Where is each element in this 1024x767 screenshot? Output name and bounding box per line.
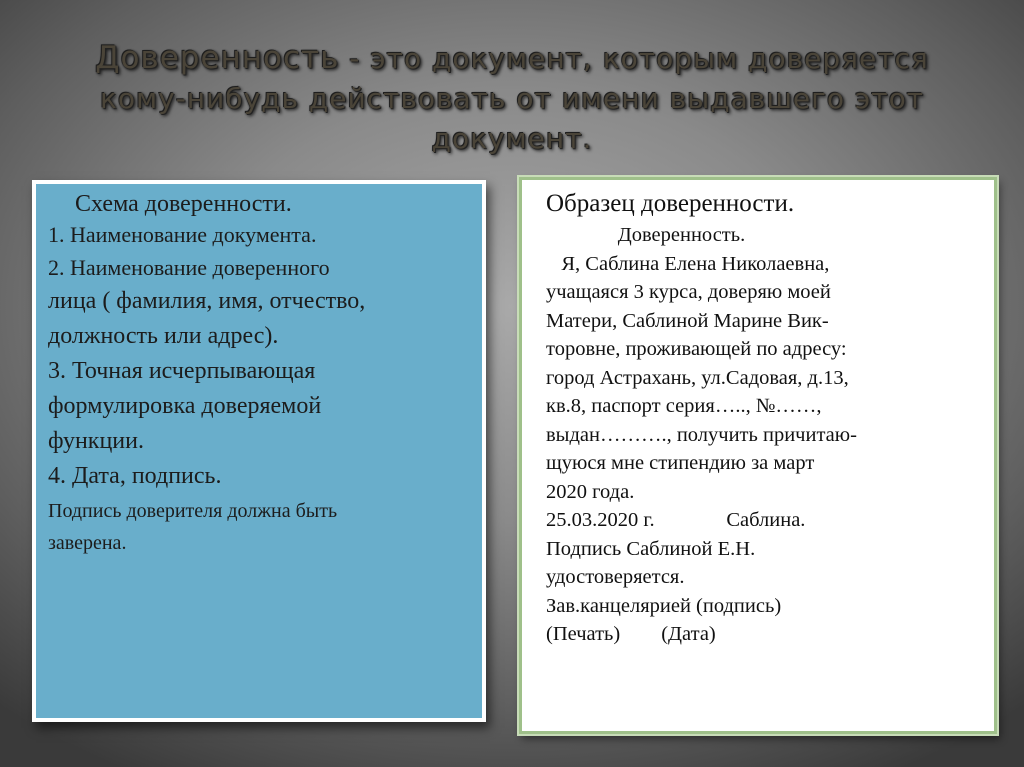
sample-line: 2020 года. xyxy=(546,480,635,503)
title-definition-line-3: документ. xyxy=(431,122,593,155)
sample-line: учащаяся 3 курса, доверяю моей xyxy=(546,281,831,303)
sample-line: кв.8, паспорт серия….., №……, xyxy=(546,395,822,417)
scheme-item-3-line-1: 3. Точная исчерпывающая xyxy=(48,358,316,384)
title-definition-line-2: кому-нибудь действовать от имени выдавшего этот xyxy=(99,82,925,115)
title-term: Доверенность xyxy=(95,40,340,76)
scheme-panel xyxy=(32,180,486,722)
sample-line: 25.03.2020 г. Саблина. xyxy=(546,509,806,531)
title-definition-line-1: это документ, которым доверяется xyxy=(370,42,929,75)
sample-panel xyxy=(519,177,997,734)
scheme-item-2-line-1: 2. Наименование доверенного xyxy=(48,255,330,280)
sample-line: выдан………., получить причитаю- xyxy=(546,423,857,446)
sample-line: Я, Саблина Елена Николаевна, xyxy=(546,252,830,275)
scheme-item-2-line-3: должность или адрес). xyxy=(48,323,279,349)
sample-line: Матери, Саблиной Марине Вик- xyxy=(546,309,829,332)
sample-line: Подпись Саблиной Е.Н. xyxy=(546,537,756,560)
sample-line: город Астрахань, ул.Садовая, д.13, xyxy=(546,366,849,389)
scheme-item-3-line-3: функции. xyxy=(48,428,144,454)
scheme-note-line-2: заверена. xyxy=(48,532,127,554)
scheme-heading: Схема доверенности. xyxy=(75,191,292,217)
sample-line: Доверенность. xyxy=(546,224,746,246)
scheme-item-4: 4. Дата, подпись. xyxy=(48,463,222,489)
scheme-item-2-line-2: лица ( фамилия, имя, отчество, xyxy=(48,288,366,314)
sample-line: Зав.канцелярией (подпись) xyxy=(546,594,782,617)
scheme-item-1: 1. Наименование документа. xyxy=(48,222,317,247)
sample-line: (Печать) (Дата) xyxy=(546,623,716,645)
title-line-1 xyxy=(60,38,964,79)
sample-heading: Образец доверенности. xyxy=(546,190,795,217)
scheme-note-line-1: Подпись доверителя должна быть xyxy=(48,500,338,522)
sample-line: торовне, проживающей по адресу: xyxy=(546,338,847,360)
sample-line: щуюся мне стипендию за март xyxy=(546,452,815,474)
sample-line: удостоверяется. xyxy=(546,566,685,588)
scheme-item-3-line-2: формулировка доверяемой xyxy=(48,393,322,419)
title-dash: - xyxy=(339,42,371,75)
slide-title xyxy=(60,38,964,159)
